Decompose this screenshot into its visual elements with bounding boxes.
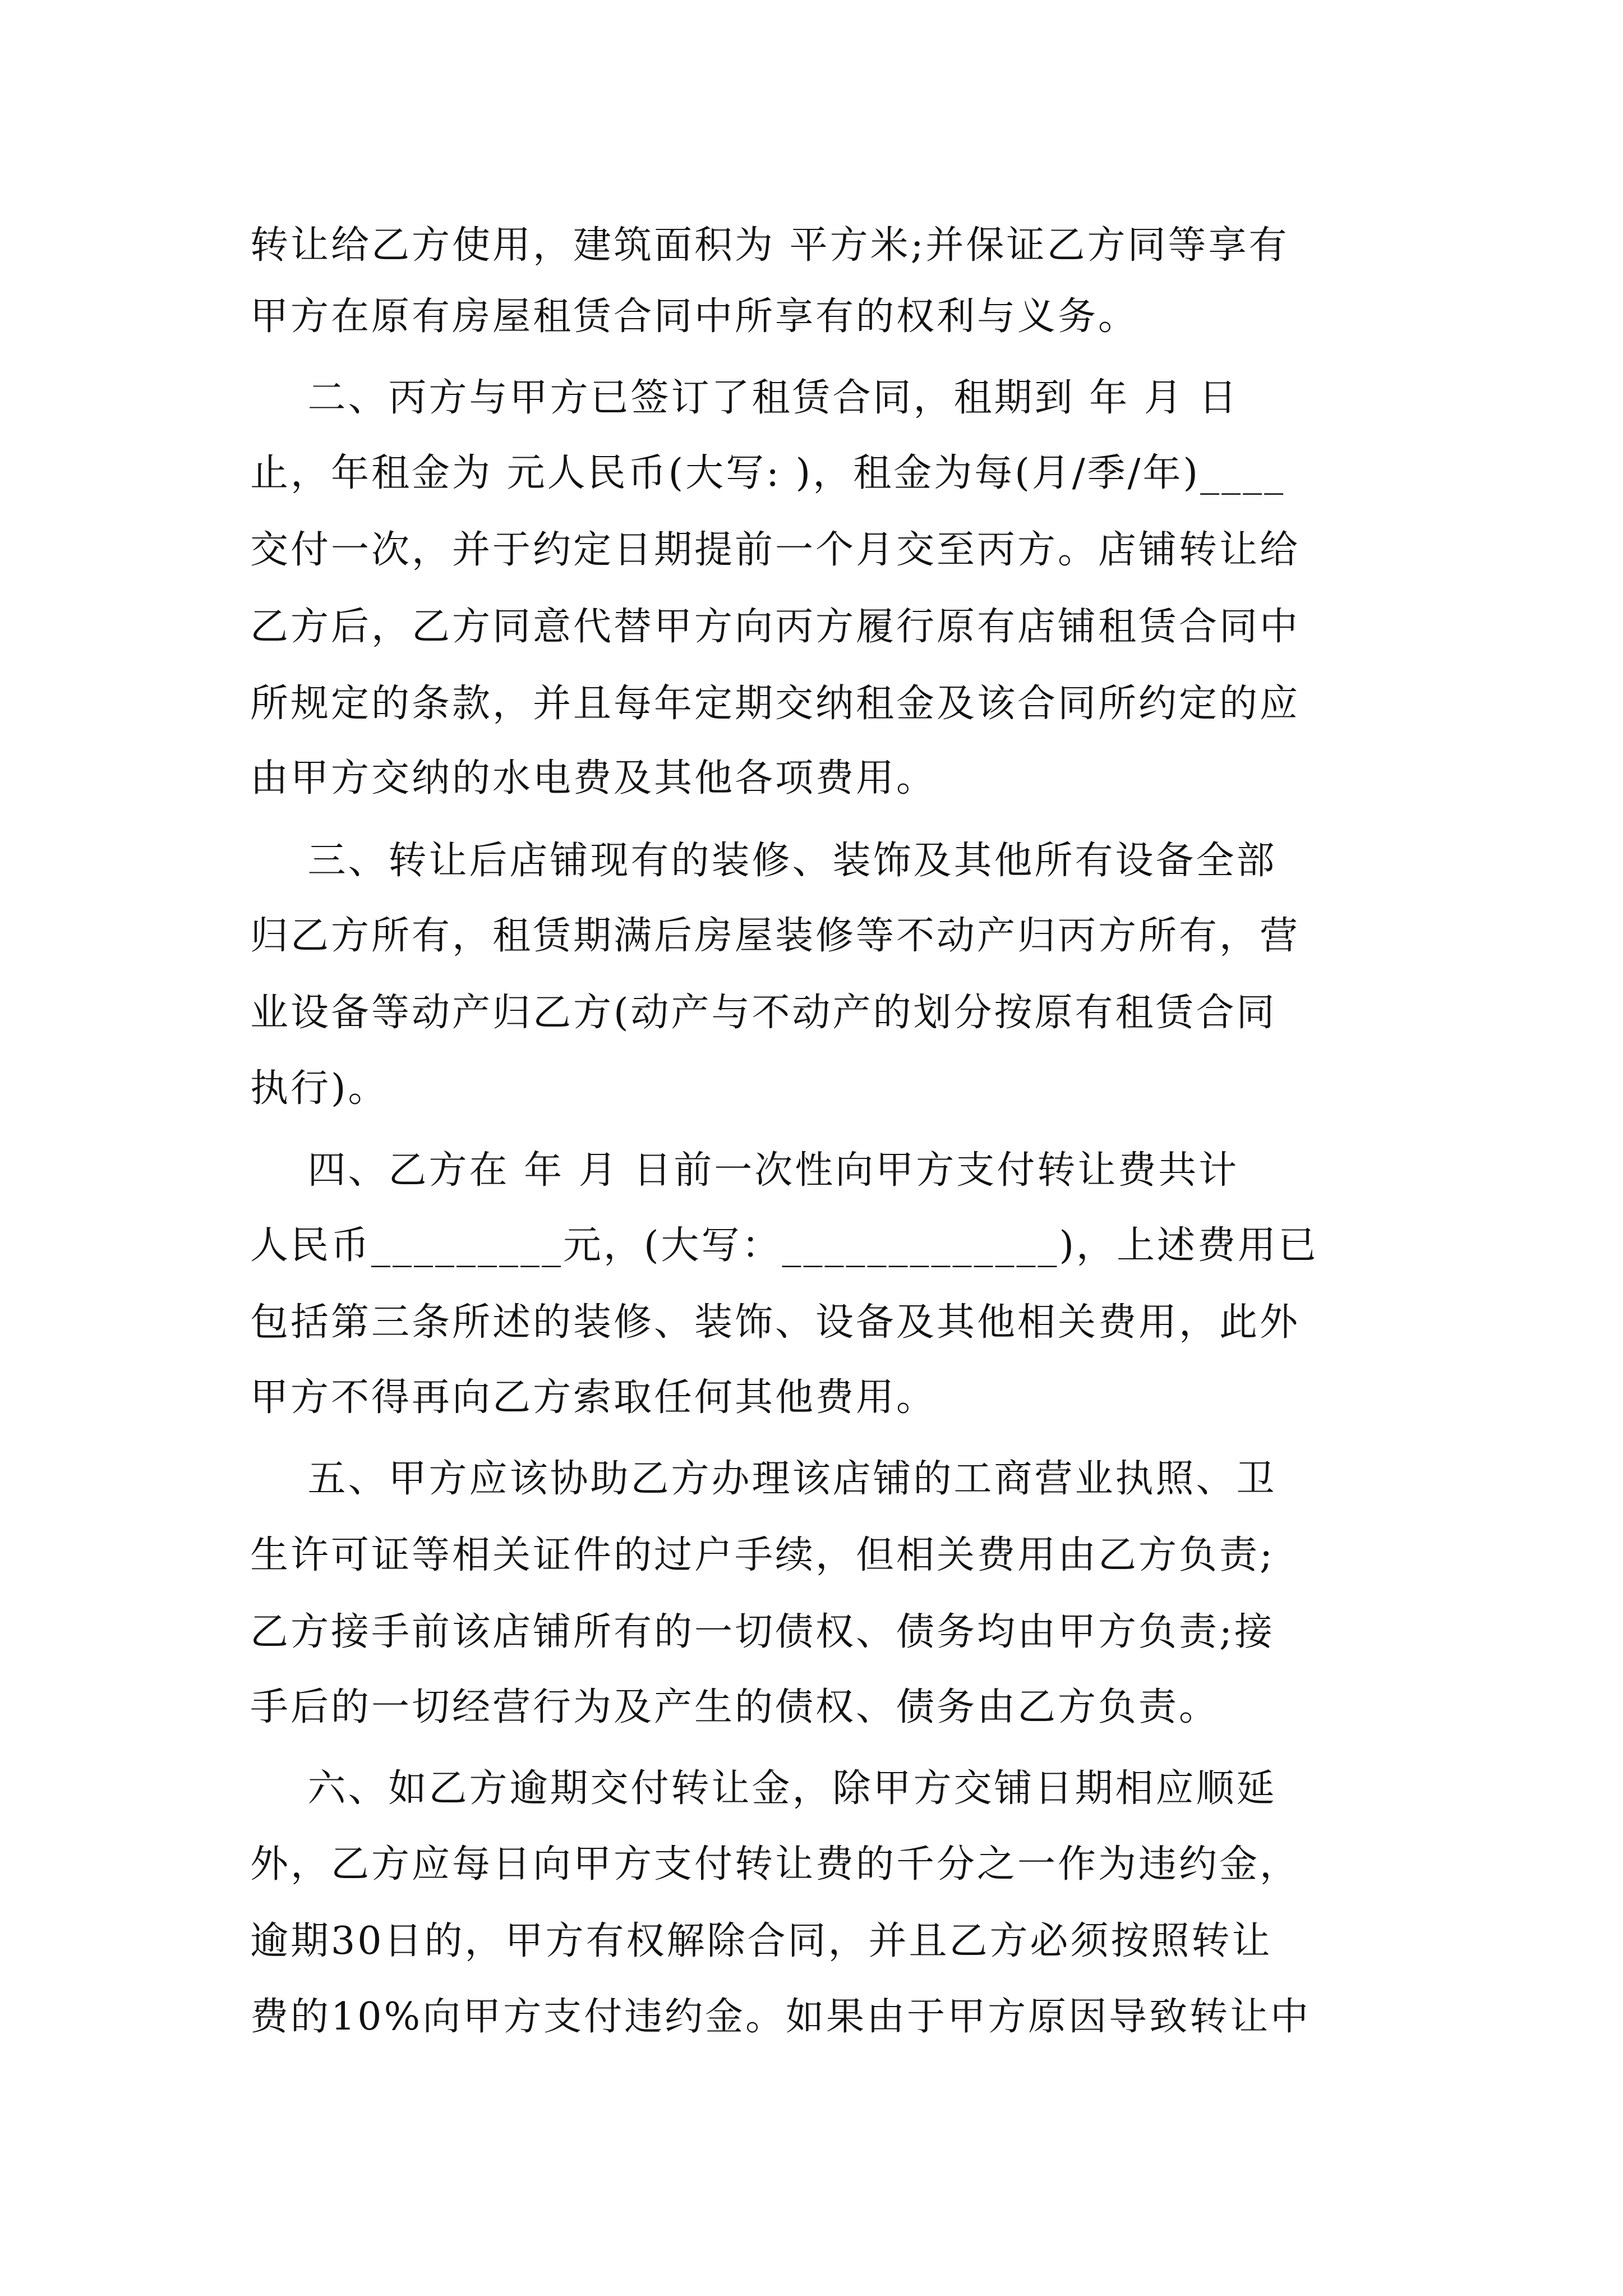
text-line: 三、转让后店铺现有的装修、装饰及其他所有设备全部 [250, 839, 1277, 883]
text-line: 二、丙方与甲方已签订了租赁合同，租期到 年 月 日 [250, 376, 1239, 420]
text-line: 手后的一切经营行为及产生的债权、债务由乙方负责。 [250, 1685, 1220, 1729]
text-line: 费的10%向甲方支付违约金。如果由于甲方原因导致转让中 [250, 1995, 1311, 2039]
text-line: 转让给乙方使用，建筑面积为 平方米;并保证乙方同等享有 [250, 223, 1289, 268]
text-line: 包括第三条所述的装修、装饰、设备及其他相关费用，此外 [250, 1300, 1301, 1345]
text-line: 六、如乙方逾期交付转让金，除甲方交铺日期相应顺延 [250, 1766, 1277, 1811]
text-line: 业设备等动产归乙方(动产与不动产的划分按原有租赁合同 [250, 991, 1277, 1035]
text-line: 四、乙方在 年 月 日前一次性向甲方支付转让费共计 [250, 1148, 1239, 1193]
text-line: 交付一次，并于约定日期提前一个月交至丙方。店铺转让给 [250, 528, 1301, 572]
text-line: 甲方在原有房屋租赁合同中所享有的权利与义务。 [250, 295, 1139, 339]
text-line: 五、甲方应该协助乙方办理该店铺的工商营业执照、卫 [250, 1457, 1277, 1501]
text-line: 乙方接手前该店铺所有的一切债权、债务均由甲方负责;接 [250, 1610, 1275, 1654]
text-line: 执行)。 [250, 1066, 389, 1111]
text-line: 外，乙方应每日向甲方支付转让费的千分之一作为违约金， [250, 1842, 1301, 1887]
text-line: 生许可证等相关证件的过户手续，但相关费用由乙方负责; [250, 1533, 1275, 1577]
text-line: 乙方后，乙方同意代替甲方向丙方履行原有店铺租赁合同中 [250, 605, 1301, 649]
text-line: 所规定的条款，并且每年定期交纳租金及该合同所约定的应 [250, 682, 1301, 726]
text-line: 人民币_________元，(大写：_____________)，上述费用已 [250, 1223, 1319, 1268]
text-line: 甲方不得再向乙方索取任何其他费用。 [250, 1375, 937, 1420]
text-line: 归乙方所有，租赁期满后房屋装修等不动产归丙方所有，营 [250, 914, 1301, 958]
text-line: 由甲方交纳的水电费及其他各项费用。 [250, 756, 937, 800]
text-line: 逾期30日的，甲方有权解除合同，并且乙方必须按照转让 [250, 1919, 1272, 1963]
text-line: 止，年租金为 元人民币(大写: )，租金为每(月/季/年)____ [250, 451, 1286, 495]
